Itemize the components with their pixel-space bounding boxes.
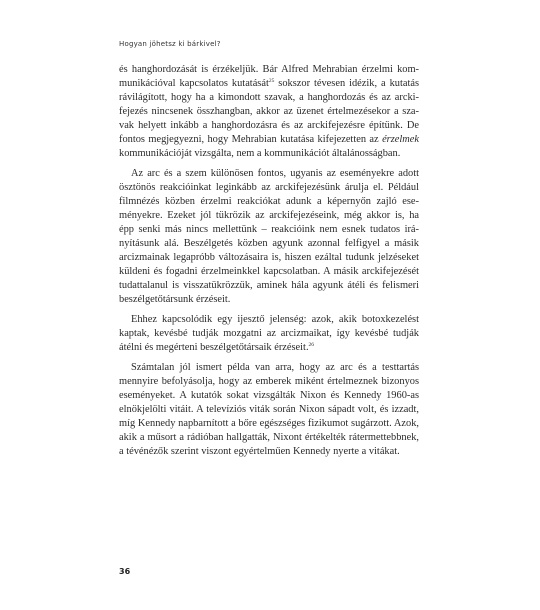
text-line: kommunikációját vizsgálta, nem a kommunikációt általánosságban. xyxy=(119,148,401,159)
emphasis: érzelmek xyxy=(382,134,419,145)
text-line: épp senki más nincs mellettünk – reakcióink nem esnek tudatos irá- xyxy=(119,224,419,235)
text-line: filmnézés közben érzelmi reakciókat adunk a képernyőn zajló ese- xyxy=(119,196,419,207)
text-line: míg Kennedy napbarnított a bőre egészséges fizikumot sugárzott. Azok, xyxy=(119,418,419,429)
text-line: fontos megjegyezni, hogy Mehrabian kutatása kifejezetten az érzelmek xyxy=(119,134,419,145)
text-line: vak helyett inkább a hanghordozásra és az arckifejezésre építünk. De xyxy=(119,120,419,131)
text-line: és hanghordozását is érzékeljük. Bár Alfred Mehrabian érzelmi kom- xyxy=(119,64,419,75)
text-line: fejezés nincsenek összhangban, akkor az üzenet értelmezésekor a sza- xyxy=(119,106,419,117)
paragraph xyxy=(119,167,419,307)
text-line: eseményeket. A kutatók sokat vizsgálták Nixon és Kennedy 1960-as xyxy=(119,390,419,401)
text-line: ményekre. Ezeket jól tükrözik az arckifejezéseink, még akkor is, ha xyxy=(119,210,419,221)
text-line: tudattalanul is visszatükrözzük, aminek hála agyunk átéli és felismeri xyxy=(119,280,419,291)
text-line: nyításunk alá. Beszélgetés közben agyunk azonnal felfigyel a másik xyxy=(119,238,419,249)
text-line: munikációval kapcsolatos kutatását$^{25}$ sokszor tévesen idézik, a kutatás xyxy=(119,78,419,89)
text-line: Ehhez kapcsolódik egy ijesztő jelenség: azok, akik botoxkezelést xyxy=(131,314,419,325)
text-line: arcizmainak legapróbb változásaira is, hiszen ezáltal tudunk jelzéseket xyxy=(119,252,419,263)
footnote-ref: 26 xyxy=(308,342,315,348)
body-text xyxy=(119,63,419,459)
paragraph xyxy=(119,361,419,459)
page-number: 36 xyxy=(119,567,131,576)
text-line: kaptak, kevésbé tudják mozgatni az arcizmaikat, így kevésbé tudják xyxy=(119,328,419,339)
text-line: a tévénézők szerint viszont egyértelműen Kennedy nyerte a vitákat. xyxy=(119,446,400,457)
paragraph xyxy=(119,63,419,161)
text-line: beszélgetőtársunk érzéseit. xyxy=(119,294,231,305)
text-line: küldeni és fogadni érzelmeinkkel kapcsolatban. A másik arckifejezését xyxy=(119,266,419,277)
text-line: akik a műsort a rádióban hallgatták, Nixont értékelték rátermettebbnek, xyxy=(119,432,419,443)
running-head: Hogyan jöhetsz ki bárkivel? xyxy=(119,40,221,48)
footnote-ref: 25 xyxy=(268,78,275,84)
text-line: Az arc és a szem különösen fontos, ugyanis az eseményekre adott xyxy=(131,168,419,179)
text-line: ösztönös reakcióinkat leginkább az arckifejezésünk árulja el. Például xyxy=(119,182,419,193)
text-line: rávilágított, hogy ha a kimondott szavak, a hanghordozás és az arcki- xyxy=(119,92,419,103)
text-line: elnökjelölti vitáit. A televíziós viták során Nixon sápadt volt, és izzadt, xyxy=(119,404,419,415)
text-line: Számtalan jól ismert példa van arra, hogy az arc és a testtartás xyxy=(131,362,419,373)
paragraph xyxy=(119,313,419,355)
text-line: mennyire befolyásolja, hogy az emberek miként értelmeznek bizonyos xyxy=(119,376,419,387)
text-line: átélni és megérteni beszélgetőtársaik érzéseit.$^{26}$ xyxy=(119,342,315,353)
